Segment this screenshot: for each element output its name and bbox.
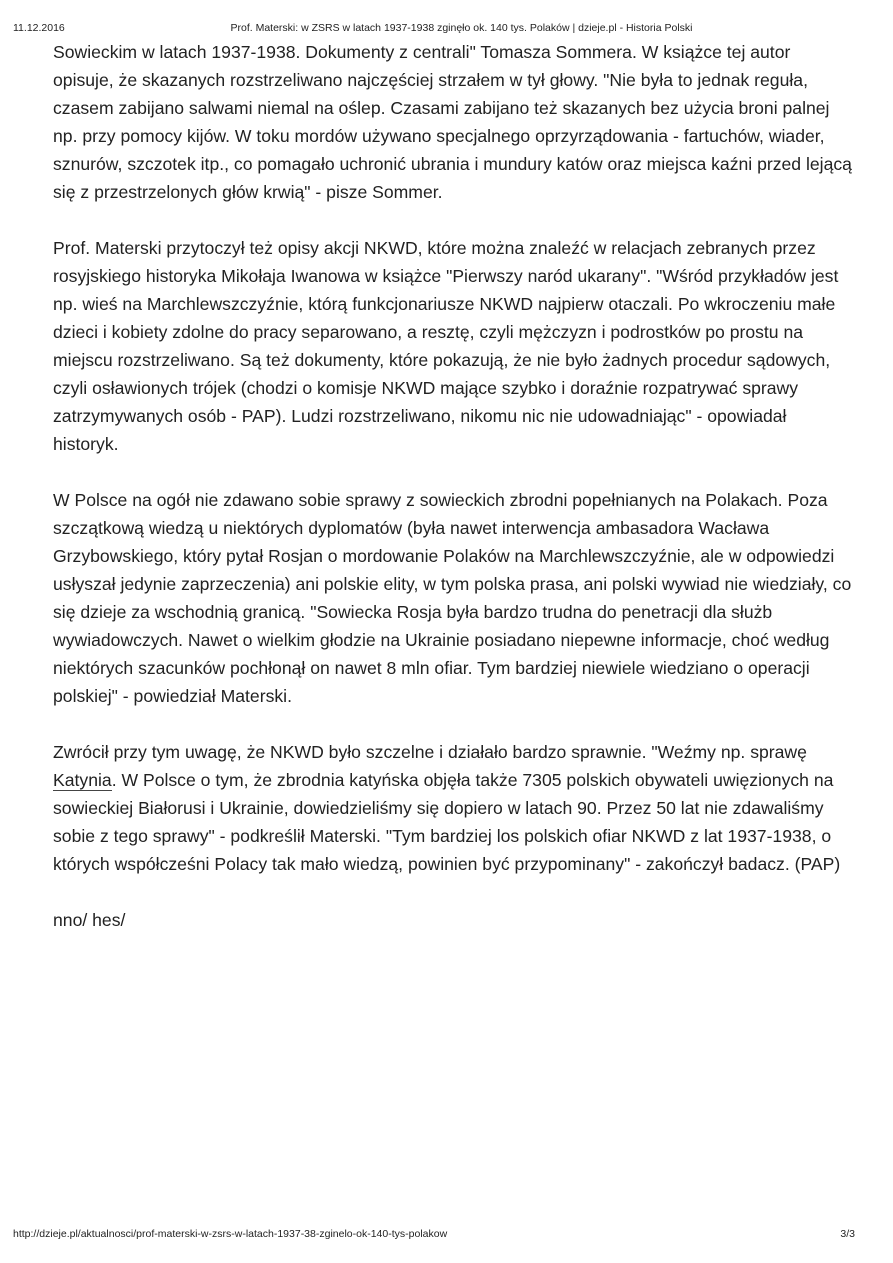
page-count: 3/3	[840, 1228, 855, 1240]
print-url: http://dzieje.pl/aktualnosci/prof-materski-w-zsrs-w-latach-1937-38-zginelo-ok-140-tys-polakow	[13, 1228, 448, 1240]
author-signature: nno/ hes/	[53, 910, 126, 930]
print-footer	[0, 1228, 893, 1248]
article-body	[53, 38, 853, 962]
article-text: . W Polsce o tym, że zbrodnia katyńska objęła także 7305 polskich obywateli uwięzionych na sowieckiej Białorusi i Ukrainie, dowiedzieliśmy się dopiero w latach 90. Przez 50 lat nie zdawaliśmy sobie z tego sprawy" - podkreślił Materski. "Tym bardziej los polskich ofiar NKWD z lat 1937-1938, o których współcześni Polacy tak mało wiedzą, powinien być przypominany" - zakończył badacz. (PAP)	[53, 770, 841, 874]
article-paragraph: Sowieckim w latach 1937-1938. Dokumenty z centrali" Tomasza Sommera. W książce tej autor opisuje, że skazanych rozstrzeliwano najczęściej strzałem w tył głowy. "Nie była to jednak reguła, czasem zabijano salwami niemal na oślep. Czasami zabijano też skazanych bez użycia broni palnej np. przy pomocy kijów. W toku mordów używano specjalnego oprzyrządowania - fartuchów, wiader, sznurów, szczotek itp., co pomagało uchronić ubrania i mundury katów oraz miejsca kaźni przed lejącą się z przestrzelonych głów krwią" - pisze Sommer.	[53, 42, 852, 202]
print-page-title: Prof. Materski: w ZSRS w latach 1937-1938 zginęło ok. 140 tys. Polaków | dzieje.pl - Historia Polski	[230, 22, 693, 34]
article-paragraph: W Polsce na ogół nie zdawano sobie sprawy z sowieckich zbrodni popełnianych na Polakach. Poza szczątkową wiedzą u niektórych dyplomatów (była nawet interwencja ambasadora Wacława Grzybowskiego, który pytał Rosjan o mordowanie Polaków na Marchlewszczyźnie, ale w odpowiedzi usłyszał jedynie zaprzeczenia) ani polskie elity, w tym polska prasa, ani polski wywiad nie wiedziały, co się dzieje za wschodnią granicą. "Sowiecka Rosja była bardzo trudna do penetracji dla służb wywiadowczych. Nawet o wielkim głodzie na Ukrainie posiadano niepewne informacje, choć według niektórych szacunków pochłonął on nawet 8 mln ofiar. Tym bardziej niewiele wiedziano o operacji polskiej" - powiedział Materski.	[53, 490, 852, 706]
katyn-link[interactable]: Katynia	[53, 770, 112, 790]
article-paragraph	[53, 738, 853, 878]
article-paragraph: Prof. Materski przytoczył też opisy akcji NKWD, które można znaleźć w relacjach zebranych przez rosyjskiego historyka Mikołaja Iwanowa w książce "Pierwszy naród ukarany". "Wśród przykładów jest np. wieś na Marchlewszczyźnie, którą funkcjonariusze NKWD najpierw otaczali. Po wkroczeniu małe dzieci i kobiety zdolne do pracy separowano, a resztę, czyli mężczyzn i podrostków po prostu na miejscu rozstrzeliwano. Są też dokumenty, które pokazują, że nie było żadnych procedur sądowych, czyli osławionych trójek (chodzi o komisje NKWD mające szybko i doraźnie rozpatrywać sprawy zatrzymywanych osób - PAP). Ludzi rozstrzeliwano, nikomu nic nie udowadniając" - opowiadał historyk.	[53, 238, 839, 454]
article-text: Zwrócił przy tym uwagę, że NKWD było szczelne i działało bardzo sprawnie. "Weźmy np. sprawę	[53, 742, 807, 762]
print-date: 11.12.2016	[13, 22, 65, 34]
print-header	[0, 0, 893, 36]
